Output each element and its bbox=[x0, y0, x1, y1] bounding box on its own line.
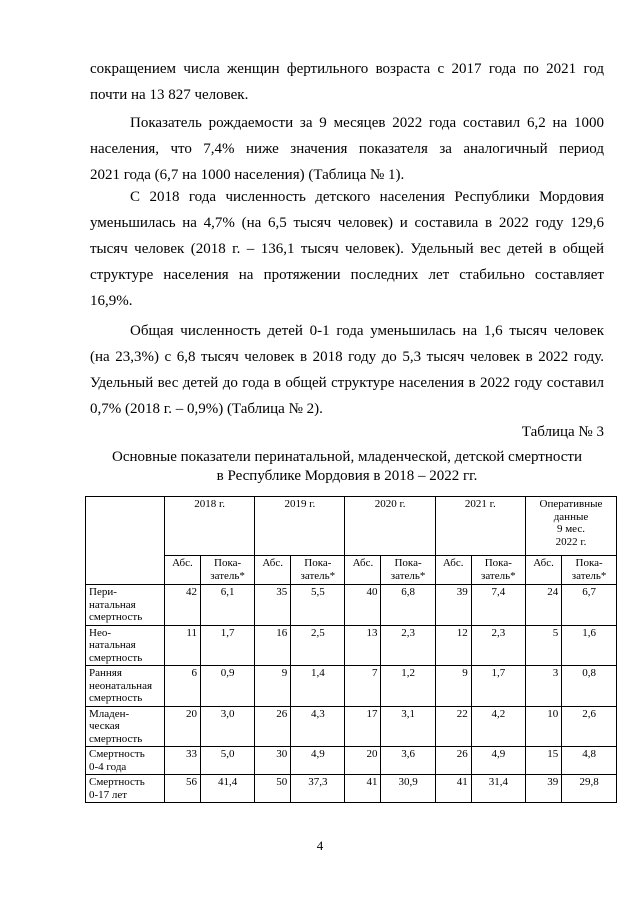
cell-indicator: 3,0 bbox=[200, 706, 254, 747]
subheader-indicator bbox=[200, 556, 254, 585]
cell-absolute: 33 bbox=[165, 747, 201, 775]
subheader-indicator-line: Пока- bbox=[394, 557, 422, 569]
mortality-table bbox=[85, 496, 617, 803]
text-line: почти на 13 827 человек. bbox=[90, 87, 249, 103]
table-title-line: в Республике Мордовия в 2018 – 2022 гг. bbox=[216, 468, 478, 484]
cell-absolute: 12 bbox=[435, 625, 471, 666]
table-title-line: Основные показатели перинатальной, младенческой, детской смертности bbox=[112, 449, 582, 465]
cell-indicator: 6,7 bbox=[562, 585, 617, 626]
table-row bbox=[86, 775, 617, 803]
row-label-line: ческая bbox=[89, 720, 120, 732]
header-year-2018: 2018 г. bbox=[165, 497, 255, 556]
table-subheader-row bbox=[86, 556, 617, 585]
cell-absolute: 16 bbox=[255, 625, 291, 666]
subheader-abs: Абс. bbox=[345, 556, 381, 585]
cell-absolute: 26 bbox=[255, 706, 291, 747]
cell-indicator: 7,4 bbox=[471, 585, 525, 626]
subheader-indicator-line: затель* bbox=[390, 569, 426, 582]
text-line: тысяч человек (2018 г. – 136,1 тысяч человек). Удельный вес детей в общей bbox=[90, 241, 604, 257]
row-label-line: Нео- bbox=[89, 626, 111, 639]
row-label-line: Смертность bbox=[89, 748, 145, 760]
paragraph-3 bbox=[90, 184, 604, 314]
text-line: (на 23,3%) с 6,8 тысяч человек в 2018 году до 5,3 тысяч человек в 2022 году. bbox=[90, 349, 604, 365]
subheader-indicator bbox=[381, 556, 435, 585]
table-title bbox=[90, 448, 604, 486]
cell-absolute: 15 bbox=[525, 747, 561, 775]
cell-indicator: 4,2 bbox=[471, 706, 525, 747]
cell-absolute: 39 bbox=[435, 585, 471, 626]
text-line: С 2018 года численность детского населения Республики Мордовия bbox=[130, 189, 604, 205]
cell-indicator: 31,4 bbox=[471, 775, 525, 803]
row-label-line: натальная bbox=[89, 598, 136, 611]
cell-indicator: 4,8 bbox=[562, 747, 617, 775]
cell-absolute: 11 bbox=[165, 625, 201, 666]
row-label-line: Пери- bbox=[89, 586, 117, 598]
cell-absolute: 7 bbox=[345, 666, 381, 707]
cell-absolute: 41 bbox=[435, 775, 471, 803]
cell-indicator: 29,8 bbox=[562, 775, 617, 803]
row-label bbox=[86, 666, 165, 707]
text-line: Удельный вес детей до года в общей структуре населения в 2022 году составил bbox=[90, 375, 604, 391]
cell-absolute: 39 bbox=[525, 775, 561, 803]
row-label-line: смертность bbox=[89, 732, 143, 745]
subheader-indicator bbox=[291, 556, 345, 585]
cell-absolute: 42 bbox=[165, 585, 201, 626]
cell-indicator: 1,2 bbox=[381, 666, 435, 707]
cell-absolute: 3 bbox=[525, 666, 561, 707]
subheader-indicator-line: Пока- bbox=[214, 557, 242, 569]
cell-absolute: 10 bbox=[525, 706, 561, 747]
row-label bbox=[86, 775, 165, 803]
row-label bbox=[86, 747, 165, 775]
subheader-abs: Абс. bbox=[435, 556, 471, 585]
header-operative-line: 9 мес. bbox=[556, 523, 585, 535]
text-line: 16,9%. bbox=[90, 293, 133, 309]
row-label-line: натальная bbox=[89, 639, 136, 651]
row-label-line: смертность bbox=[89, 692, 143, 704]
cell-indicator: 1,6 bbox=[562, 625, 617, 666]
cell-absolute: 20 bbox=[345, 747, 381, 775]
subheader-indicator-line: Пока- bbox=[575, 557, 603, 569]
text-line: Показатель рождаемости за 9 месяцев 2022 года составил 6,2 на 1000 bbox=[130, 115, 604, 131]
text-line: уменьшилась на 4,7% (на 6,5 тысяч человек) и составила в 2022 году 129,6 bbox=[90, 215, 604, 231]
cell-indicator: 6,8 bbox=[381, 585, 435, 626]
cell-indicator: 30,9 bbox=[381, 775, 435, 803]
header-operative-line: данные bbox=[553, 510, 589, 523]
subheader-indicator-line: Пока- bbox=[484, 557, 512, 569]
header-operative-data bbox=[525, 497, 616, 556]
cell-absolute: 24 bbox=[525, 585, 561, 626]
text-line: сокращением числа женщин фертильного возраста с 2017 года по 2021 год bbox=[90, 61, 604, 77]
text-line: Общая численность детей 0-1 года уменьшилась на 1,6 тысяч человек bbox=[130, 323, 604, 339]
row-label bbox=[86, 706, 165, 747]
subheader-indicator-line: затель* bbox=[571, 569, 607, 582]
cell-absolute: 26 bbox=[435, 747, 471, 775]
table-row bbox=[86, 625, 617, 666]
cell-indicator: 6,1 bbox=[200, 585, 254, 626]
row-label-line: смертность bbox=[89, 651, 143, 664]
row-label-line: 0-4 года bbox=[89, 760, 127, 773]
row-label bbox=[86, 625, 165, 666]
cell-indicator: 4,3 bbox=[291, 706, 345, 747]
cell-indicator: 0,8 bbox=[562, 666, 617, 707]
cell-absolute: 13 bbox=[345, 625, 381, 666]
header-year-2019: 2019 г. bbox=[255, 497, 345, 556]
table-row bbox=[86, 666, 617, 707]
cell-indicator: 1,7 bbox=[200, 625, 254, 666]
table-row bbox=[86, 585, 617, 626]
row-label-line: смертность bbox=[89, 611, 143, 623]
cell-absolute: 30 bbox=[255, 747, 291, 775]
cell-absolute: 56 bbox=[165, 775, 201, 803]
cell-indicator: 41,4 bbox=[200, 775, 254, 803]
table-header-row bbox=[86, 497, 617, 556]
cell-absolute: 22 bbox=[435, 706, 471, 747]
row-label-line: неонатальная bbox=[89, 679, 153, 692]
row-label-line: Ранняя bbox=[89, 667, 122, 679]
row-label-line: Младен- bbox=[89, 707, 130, 720]
table-body bbox=[86, 585, 617, 803]
subheader-indicator-line: затель* bbox=[480, 569, 516, 582]
cell-indicator: 0,9 bbox=[200, 666, 254, 707]
table-reference: Таблица № 3 bbox=[521, 424, 604, 440]
header-empty-cell bbox=[86, 497, 165, 585]
cell-indicator: 1,4 bbox=[291, 666, 345, 707]
text-line: 0,7% (2018 г. – 0,9%) (Таблица № 2). bbox=[90, 401, 323, 417]
text-line: структуре населения на протяжении последних лет стабильно составляет bbox=[90, 267, 604, 283]
paragraph-1 bbox=[90, 56, 604, 108]
subheader-indicator bbox=[471, 556, 525, 585]
row-label-line: 0-17 лет bbox=[89, 788, 128, 801]
table-row bbox=[86, 706, 617, 747]
subheader-indicator-line: Пока- bbox=[304, 557, 332, 569]
subheader-indicator-line: затель* bbox=[300, 569, 336, 582]
subheader-abs: Абс. bbox=[525, 556, 561, 585]
cell-indicator: 3,6 bbox=[381, 747, 435, 775]
cell-absolute: 9 bbox=[435, 666, 471, 707]
subheader-indicator-line: затель* bbox=[210, 569, 245, 582]
page-number: 4 bbox=[316, 838, 324, 853]
cell-indicator: 5,0 bbox=[200, 747, 254, 775]
subheader-abs: Абс. bbox=[165, 556, 201, 585]
cell-absolute: 9 bbox=[255, 666, 291, 707]
text-line: населения, что 7,4% ниже значения показателя за аналогичный период bbox=[90, 141, 604, 157]
header-operative-line: Оперативные bbox=[539, 498, 603, 510]
row-label-line: Смертность bbox=[89, 776, 145, 788]
cell-absolute: 50 bbox=[255, 775, 291, 803]
paragraph-4 bbox=[90, 318, 604, 422]
paragraph-2 bbox=[90, 110, 604, 188]
cell-indicator: 5,5 bbox=[291, 585, 345, 626]
cell-absolute: 20 bbox=[165, 706, 201, 747]
header-year-2021: 2021 г. bbox=[435, 497, 525, 556]
cell-absolute: 17 bbox=[345, 706, 381, 747]
cell-absolute: 40 bbox=[345, 585, 381, 626]
cell-indicator: 37,3 bbox=[291, 775, 345, 803]
table-row bbox=[86, 747, 617, 775]
cell-indicator: 1,7 bbox=[471, 666, 525, 707]
row-label bbox=[86, 585, 165, 626]
subheader-indicator bbox=[562, 556, 617, 585]
cell-indicator: 3,1 bbox=[381, 706, 435, 747]
cell-indicator: 2,3 bbox=[471, 625, 525, 666]
text-line: 2021 года (6,7 на 1000 населения) (Таблица № 1). bbox=[90, 167, 405, 183]
subheader-abs: Абс. bbox=[255, 556, 291, 585]
cell-indicator: 2,5 bbox=[291, 625, 345, 666]
cell-absolute: 41 bbox=[345, 775, 381, 803]
cell-indicator: 2,6 bbox=[562, 706, 617, 747]
header-operative-line: 2022 г. bbox=[555, 535, 587, 548]
cell-absolute: 5 bbox=[525, 625, 561, 666]
cell-indicator: 4,9 bbox=[291, 747, 345, 775]
cell-absolute: 6 bbox=[165, 666, 201, 707]
cell-indicator: 4,9 bbox=[471, 747, 525, 775]
cell-indicator: 2,3 bbox=[381, 625, 435, 666]
cell-absolute: 35 bbox=[255, 585, 291, 626]
header-year-2020: 2020 г. bbox=[345, 497, 435, 556]
